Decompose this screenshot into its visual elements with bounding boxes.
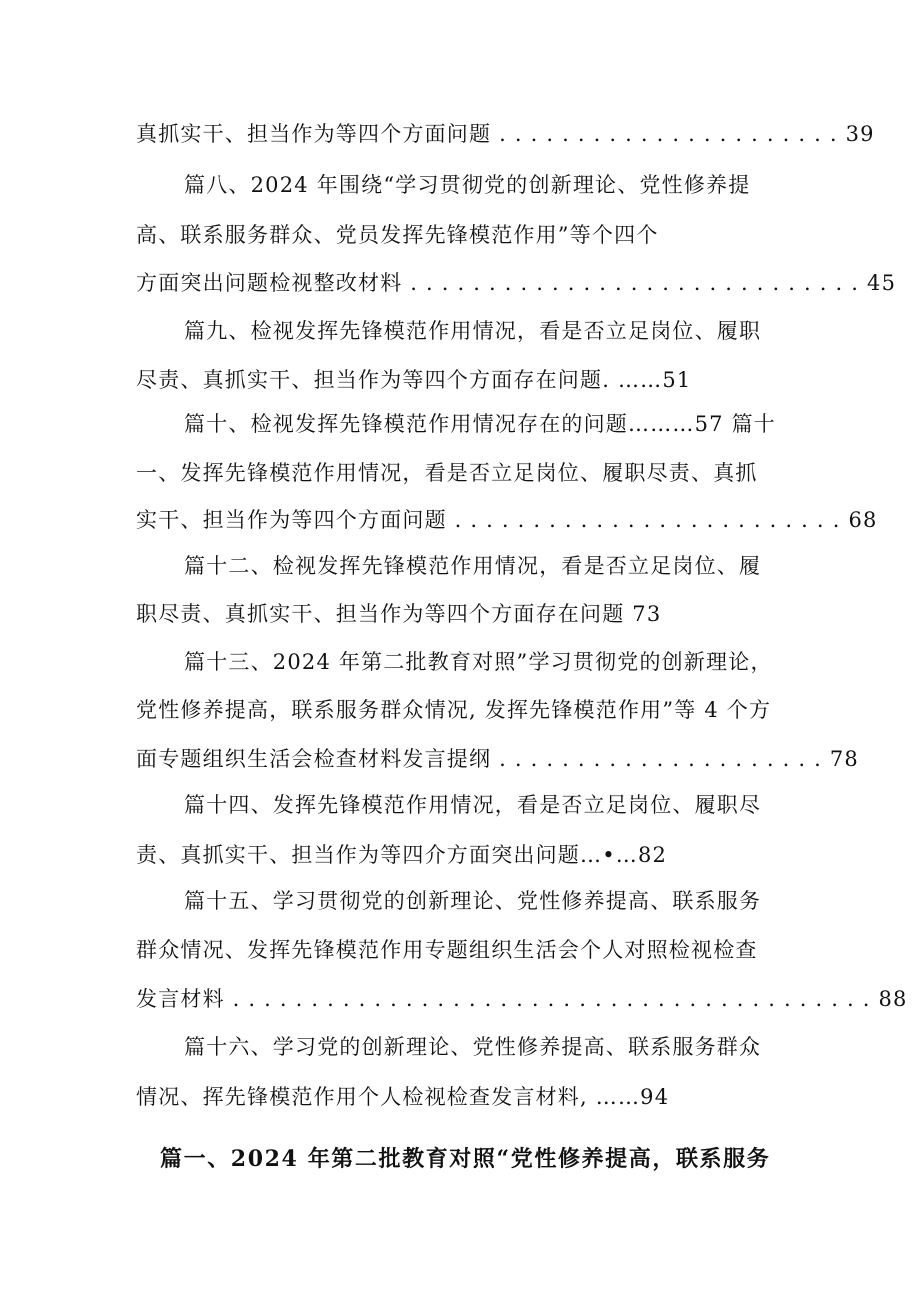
toc-entry-8-line-3: 方面突出问题检视整改材料 . . . . . . . . . . . . . . . . . . . . . . . . . . . . . 45 [136, 271, 897, 295]
toc-entry-15-line-1: 篇十五、学习贯彻党的创新理论、党性修养提高、联系服务 [184, 889, 762, 913]
toc-entry-16-line-2: 情况、挥先锋模范作用个人检视检查发言材料, ……94 [136, 1085, 670, 1109]
toc-entry-13-line-2: 党性修养提高，联系服务群众情况, 发挥先锋模范作用”等 4 个方 [136, 698, 772, 722]
toc-entry-11-line-1: 一、发挥先锋模范作用情况，看是否立足岗位、履职尽责、真抓 [136, 461, 758, 485]
toc-entry-16-line-1: 篇十六、学习党的创新理论、党性修养提高、联系服务群众 [184, 1035, 762, 1059]
toc-entry-12-line-1: 篇十二、检视发挥先锋模范作用情况，看是否立足岗位、履 [184, 554, 762, 578]
toc-entry-12-line-2: 职尽责、真抓实干、担当作为等四个方面存在问题 73 [136, 602, 662, 626]
toc-entry-13-line-3: 面专题组织生活会检查材料发言提纲 . . . . . . . . . . . . . . . . . . . . . 78 [136, 747, 859, 771]
toc-entry-10-line-1: 篇十、检视发挥先锋模范作用情况存在的问题………57 篇十 [184, 412, 776, 436]
toc-entry-15-line-2: 群众情况、发挥先锋模范作用专题组织生活会个人对照检视检查 [136, 938, 758, 962]
toc-entry-9-line-1: 篇九、检视发挥先锋模范作用情况，看是否立足岗位、履职 [184, 319, 762, 343]
toc-entry-14-line-1: 篇十四、发挥先锋模范作用情况，看是否立足岗位、履职尽 [184, 793, 762, 817]
toc-line-1: 真抓实干、担当作为等四个方面问题 . . . . . . . . . . . . . . . . . . . . . . 39 [136, 122, 875, 146]
toc-entry-11-line-2: 实干、担当作为等四个方面问题 . . . . . . . . . . . . . . . . . . . . . . . . . 68 [136, 508, 878, 532]
toc-entry-13-line-1: 篇十三、2024 年第二批教育对照”学习贯彻党的创新理论， [184, 650, 773, 674]
toc-entry-8-line-1: 篇八、2024 年围绕“学习贯彻党的创新理论、党性修养提 [184, 173, 751, 197]
toc-entry-14-line-2: 责、真抓实干、担当作为等四介方面突出问题…•…82 [136, 843, 668, 867]
toc-entry-8-line-2: 高、联系服务群众、党员发挥先锋模范作用”等个四个 [136, 223, 659, 247]
toc-entry-15-line-3: 发言材料 . . . . . . . . . . . . . . . . . . . . . . . . . . . . . . . . . . . . . . . . . 88 [136, 987, 908, 1011]
toc-entry-9-line-2: 尽责、真抓实干、担当作为等四个方面存在问题. ……51 [136, 368, 692, 392]
section-heading: 篇一、2024 年第二批教育对照“党性修养提高，联系服务 [160, 1146, 771, 1172]
